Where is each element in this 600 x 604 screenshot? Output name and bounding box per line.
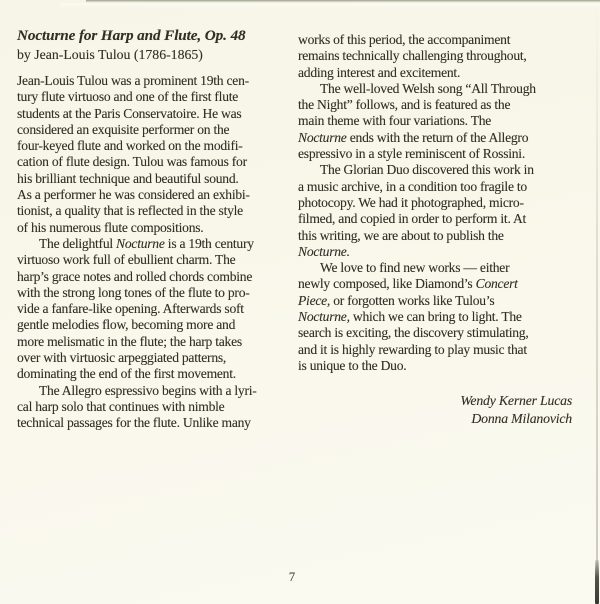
composer-byline: by Jean-Louis Tulou (1786-1865): [17, 47, 203, 62]
text-line: over with virtuosic arpeggiated patterns,: [17, 350, 227, 366]
text-line: and it is highly rewarding to play music that: [298, 341, 527, 357]
author-signatures: [298, 392, 579, 427]
text-line: Jean-Louis Tulou was a prominent 19th cen-: [17, 73, 249, 88]
text-line: tury flute virtuoso and one of the first flute: [17, 89, 239, 105]
text-line: The Allegro espressivo begins with a lyri-: [39, 382, 257, 398]
text-line: adding interest and excitement.: [298, 64, 461, 80]
scan-edge-bottom-right: [595, 560, 599, 604]
text-line: more melismatic in the flute; the harp takes: [17, 333, 242, 349]
right-column: [298, 32, 579, 427]
text-line: a music archive, in a condition too fragile to: [298, 178, 527, 194]
text-line: search is exciting, the discovery stimulating,: [298, 325, 529, 341]
text-line: his brilliant technique and beautiful sound.: [17, 170, 239, 186]
paragraph: [17, 73, 295, 236]
text-line: remains technically challenging throughout,: [298, 48, 527, 64]
text-line: tionist, a quality that is reflected in the style: [17, 203, 243, 219]
text-line: cation of flute design. Tulou was famous for: [17, 154, 247, 170]
left-column-text: [17, 73, 295, 432]
scan-edge-right: [596, 0, 598, 604]
text-line: of his numerous flute compositions.: [17, 219, 204, 235]
text-line: cal harp solo that continues with nimble: [17, 398, 225, 414]
right-column-text: [298, 32, 579, 374]
text-line: this writing, we are about to publish the: [298, 227, 504, 243]
text-line: virtuoso work full of ebullient charm. The: [17, 252, 236, 268]
scan-edge-top-highlight: [60, 3, 600, 9]
text-line: Nocturne ends with the return of the Allegro: [298, 129, 529, 145]
paragraph: [298, 32, 579, 81]
text-line: works of this period, the accompaniment: [298, 32, 511, 47]
text-line: is unique to the Duo.: [298, 357, 407, 373]
text-line: technical passages for the flute. Unlike many: [17, 415, 251, 431]
left-column: [17, 26, 295, 432]
text-line: filmed, and copied in order to perform it. At: [298, 211, 527, 227]
piece-title: Nocturne for Harp and Flute, Op. 48: [17, 27, 246, 44]
paragraph: [17, 383, 295, 432]
text-line: As a performer he was considered an exhibi-: [17, 187, 250, 203]
text-line: We love to find new works — either: [320, 260, 510, 276]
text-line: the Night” follows, and is featured as the: [298, 97, 511, 113]
text-line: main theme with four variations. The: [298, 113, 492, 129]
text-line: harp’s grace notes and rolled chords combine: [17, 268, 253, 284]
text-line: Nocturne.: [298, 243, 350, 259]
paragraph: [298, 81, 579, 162]
text-line: Nocturne, which we can bring to light. The: [298, 309, 522, 325]
text-line: with the strong long tones of the flute to pro-: [17, 284, 250, 300]
text-line: The delightful Nocturne is a 19th century: [39, 235, 254, 251]
signature-name: Donna Milanovich: [471, 410, 572, 426]
text-line: The well-loved Welsh song “All Through: [320, 80, 536, 96]
text-line: vide a fanfare-like opening. Afterwards soft: [17, 301, 244, 317]
text-line: four-keyed flute and worked on the modifi-: [17, 138, 243, 154]
text-line: photocopy. We had it photographed, micro-: [298, 194, 524, 210]
paragraph: [298, 260, 579, 374]
signature-name: Wendy Kerner Lucas: [460, 393, 572, 409]
text-line: dominating the end of the first movement.: [17, 366, 236, 382]
text-line: Piece, or forgotten works like Tulou’s: [298, 292, 495, 308]
text-line: students at the Paris Conservatoire. He was: [17, 105, 242, 121]
text-line: espressivo in a style reminiscent of Rossini.: [298, 146, 525, 162]
text-line: gentle melodies flow, becoming more and: [17, 317, 236, 333]
page-number: 7: [288, 570, 296, 584]
text-line: considered an exquisite performer on the: [17, 121, 230, 137]
paragraph: [17, 236, 295, 383]
text-line: newly composed, like Diamond’s Concert: [298, 276, 518, 292]
text-line: The Glorian Duo discovered this work in: [320, 162, 534, 178]
paragraph: [298, 162, 579, 260]
